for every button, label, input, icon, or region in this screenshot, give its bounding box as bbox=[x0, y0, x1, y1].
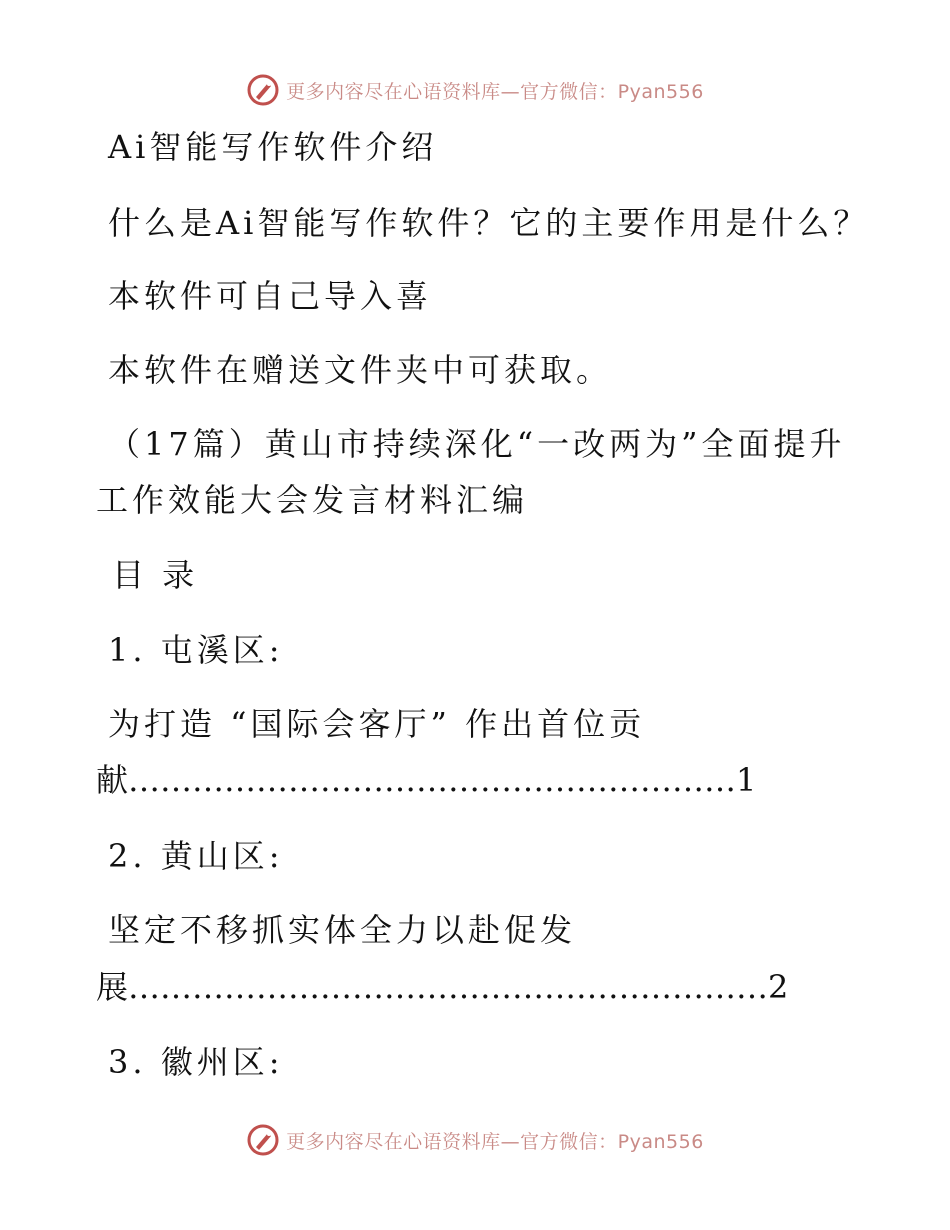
toc-entry-2-region: 2. 黄山区: bbox=[108, 837, 284, 875]
toc-entry-2-leader: 展……………………………………………………2 bbox=[96, 968, 789, 1006]
toc-entry-1-region: 1. 屯溪区: bbox=[108, 631, 284, 669]
import-note-paragraph: 本软件可自己导入喜 bbox=[108, 277, 433, 315]
watermark-text: 更多内容尽在心语资料库—官方微信：Pyan556 bbox=[286, 80, 704, 103]
toc-entry-1-title: 为打造 “国际会客厅” 作出首位贡 bbox=[108, 705, 646, 743]
acquire-note-paragraph: 本软件在赠送文件夹中可获取。 bbox=[108, 351, 613, 389]
toc-heading: 目 录 bbox=[112, 556, 199, 594]
collection-title-line1: （17篇）黄山市持续深化“一改两为”全面提升 bbox=[108, 425, 846, 463]
toc-entry-2-title: 坚定不移抓实体全力以赴促发 bbox=[108, 911, 577, 949]
question-paragraph: 什么是Ai智能写作软件？它的主要作用是什么？ bbox=[108, 204, 870, 242]
collection-title-line2: 工作效能大会发言材料汇编 bbox=[96, 481, 529, 519]
watermark-text: 更多内容尽在心语资料库—官方微信：Pyan556 bbox=[286, 1130, 704, 1153]
pen-nib-logo-icon bbox=[246, 73, 280, 107]
toc-entry-1-leader: 献…………………………………………………1 bbox=[96, 761, 757, 799]
header-watermark bbox=[0, 70, 950, 110]
toc-entry-3-region: 3. 徽州区: bbox=[108, 1043, 284, 1081]
document-title: Ai智能写作软件介绍 bbox=[108, 128, 438, 166]
footer-watermark bbox=[0, 1120, 950, 1160]
pen-nib-logo-icon bbox=[246, 1123, 280, 1157]
